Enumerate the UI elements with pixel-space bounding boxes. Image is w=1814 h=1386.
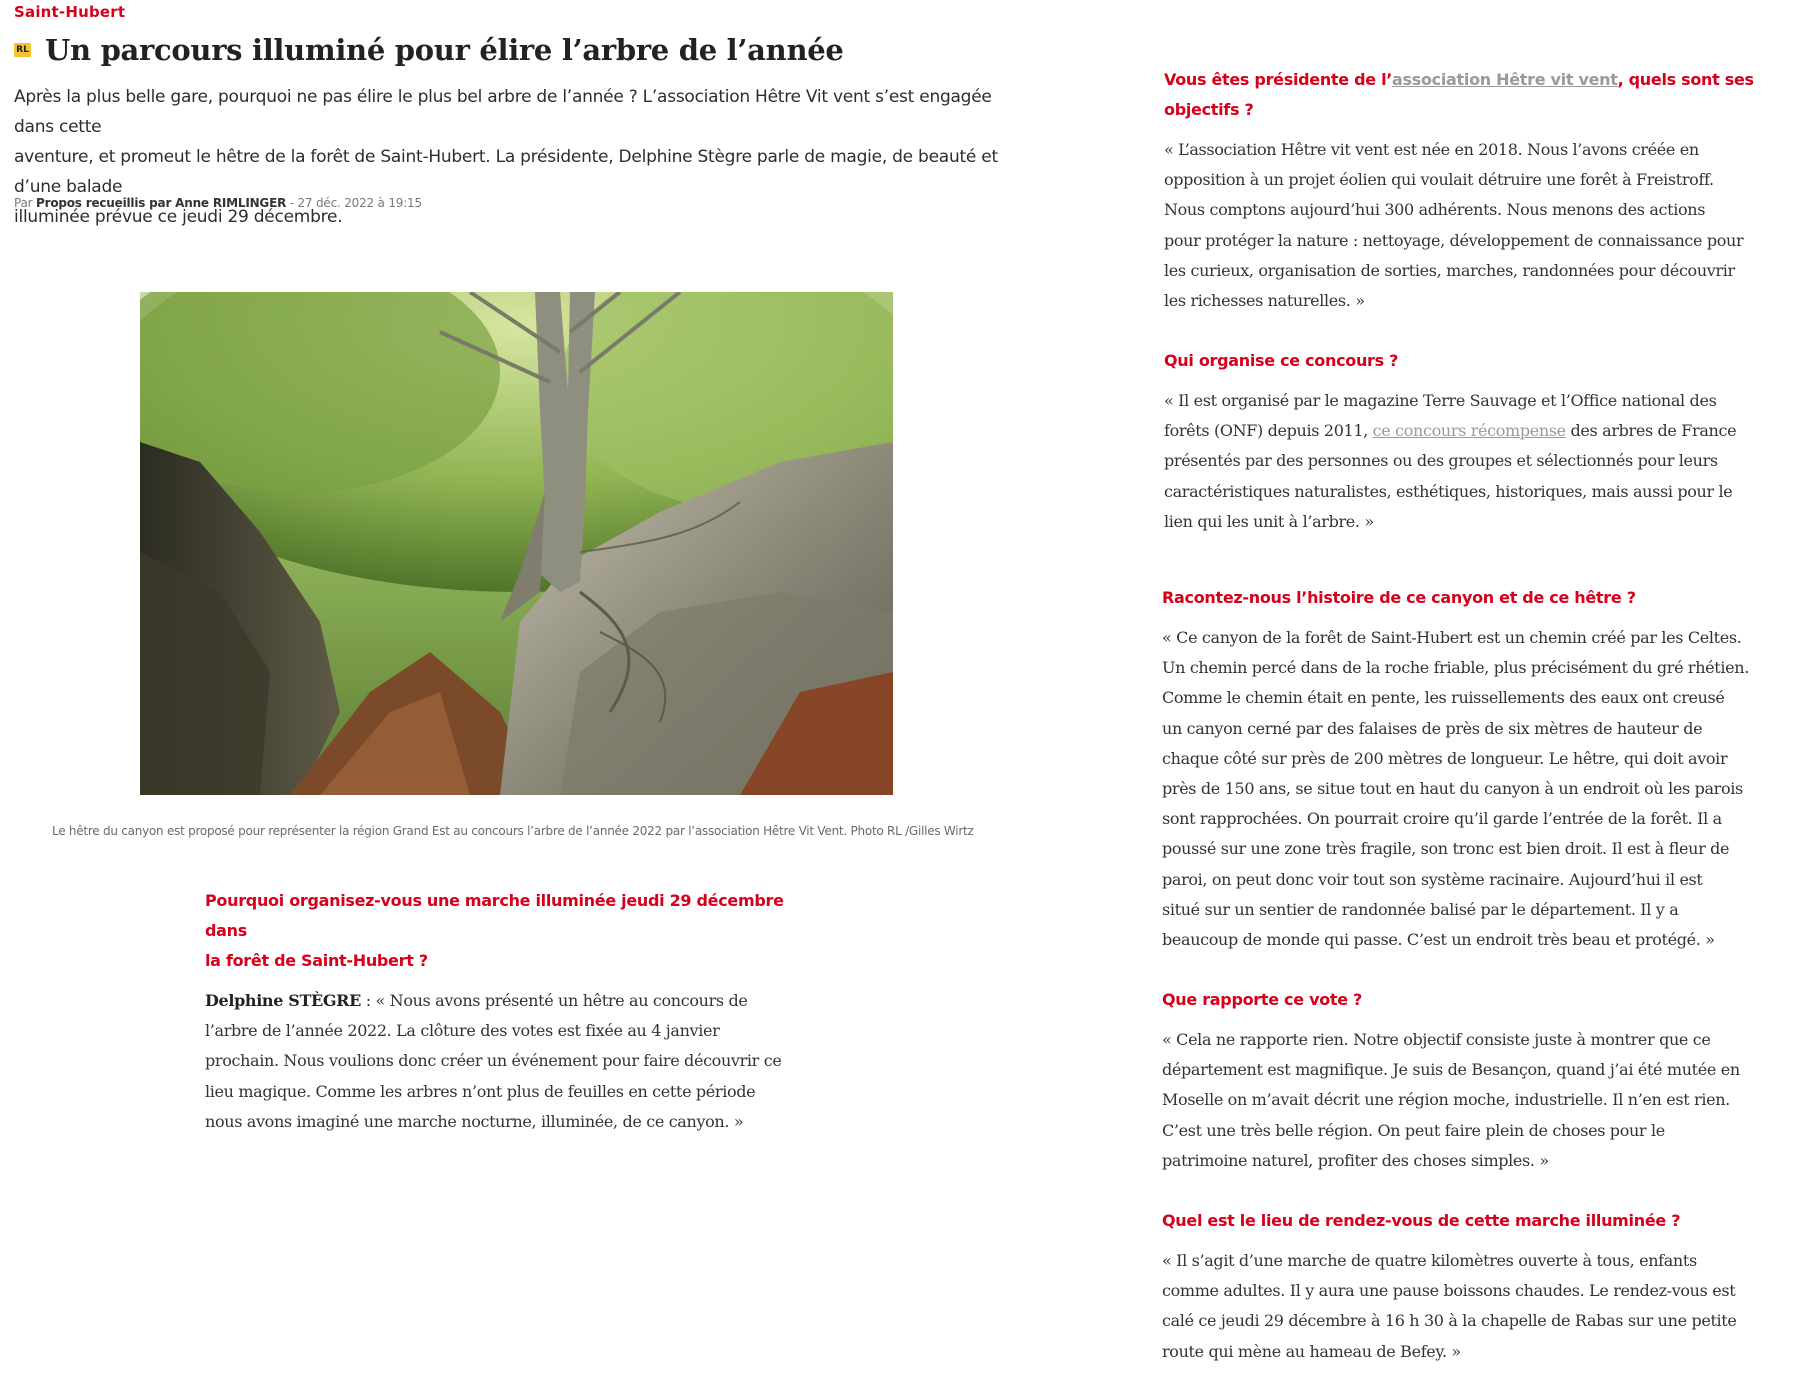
answer-line: comme adultes. Il y aura une pause boissons chaudes. Le rendez-vous est [1162,1281,1736,1301]
question-text: Vous êtes présidente de l’ [1164,70,1393,89]
answer-line: « Cela ne rapporte rien. Notre objectif consiste juste à montrer que ce [1162,1030,1711,1049]
byline-prefix: Par [14,196,33,210]
answer-line: sont rapprochées. On pourrait croire qu’il garde l’entrée de la forêt. Il a [1162,809,1722,829]
question-heading [205,886,805,976]
question-text: , quels sont ses [1617,70,1754,89]
answer-paragraph [205,986,805,1137]
answer-line: présentés par des personnes ou des groupes et sélectionnés pour leurs [1164,451,1718,471]
answer-line: les curieux, organisation de sorties, marches, randonnées pour découvrir [1164,260,1735,280]
answer-paragraph [1164,135,1764,316]
byline-date: - 27 déc. 2022 à 19:15 [289,196,422,210]
intro-line: aventure, et promeut le hêtre de la forêt de Saint-Hubert. La présidente, Delphine Stègre parle de magie, de beauté et d’une balade [14,147,998,197]
answer-line: « L’association Hêtre vit vent est née en 2018. Nous l’avons créée en [1164,140,1699,159]
question-heading: Qui organise ce concours ? [1164,351,1399,370]
answer-text: : « Nous avons présenté un hêtre au concours de [360,991,748,1010]
answer-line: caractéristiques naturalistes, esthétiques, historiques, mais aussi pour le [1164,481,1733,501]
contest-link[interactable]: ce concours récompense [1372,421,1566,441]
title-row [14,33,844,67]
association-link[interactable]: association Hêtre vit vent [1392,70,1618,89]
intro-line: Après la plus belle gare, pourquoi ne pas élire le plus bel arbre de l’année ? L’association Hêtre Vit vent s’est engagée dans cette [14,87,992,137]
photo-caption: Le hêtre du canyon est proposé pour représenter la région Grand Est au concours l’arbre de l’année 2022 par l’association Hêtre Vit Vent. Photo RL /Gilles Wirtz [52,824,974,838]
qa-block-organizer [1164,346,1764,537]
answer-line: Moselle on m’avait décrit une région moche, industrielle. Il n’en est rien. [1162,1090,1730,1110]
rl-badge-icon: RL [14,43,31,57]
question-line: la forêt de Saint-Hubert ? [205,951,428,970]
answer-line: nous avons imaginé une marche nocturne, illuminée, de ce canyon. » [205,1111,744,1131]
qa-left-block [205,886,805,1137]
question-heading: Racontez-nous l’histoire de ce canyon et de ce hêtre ? [1162,588,1636,607]
answer-paragraph [1164,386,1764,537]
answer-line [205,986,805,1016]
question-line [1164,65,1764,95]
answer-line: route qui mène au hameau de Befey. » [1162,1341,1461,1361]
answer-text: des arbres de France [1565,421,1737,441]
answer-line: prochain. Nous voulions donc créer un événement pour faire découvrir ce [205,1051,782,1071]
byline-author: Propos recueillis par Anne RIMLINGER [36,196,287,210]
answer-line: un canyon cerné par des falaises de près de six mètres de hauteur de [1162,718,1703,738]
answer-line: chaque côté sur près de 200 mètres de longueur. Le hêtre, qui doit avoir [1162,748,1728,768]
intro-line: illuminée prévue ce jeudi 29 décembre. [14,207,343,227]
answer-line: l’arbre de l’année 2022. La clôture des votes est fixée au 4 janvier [205,1021,720,1041]
answer-line: « Ce canyon de la forêt de Saint-Hubert est un chemin créé par les Celtes. [1162,628,1742,647]
answer-paragraph [1162,623,1762,955]
answer-line: lieu magique. Comme les arbres n’ont plus de feuilles en cette période [205,1081,756,1101]
article-photo[interactable] [140,292,893,795]
answer-line: poussé sur une zone très fragile, son tronc est bien droit. Il est à fleur de [1162,839,1730,859]
answer-line: près de 150 ans, se situe tout en haut du canyon à un endroit où les parois [1162,779,1743,799]
answer-line: Comme le chemin était en pente, les ruissellements des eaux ont creusé [1162,688,1725,708]
question-heading: Quel est le lieu de rendez-vous de cette marche illuminée ? [1162,1211,1681,1230]
answer-line: « Il s’agit d’une marche de quatre kilomètres ouverte à tous, enfants [1162,1251,1697,1270]
answer-line: situé sur un sentier de randonnée balisé par le département. Il y a [1162,899,1679,919]
question-heading: Que rapporte ce vote ? [1162,990,1363,1009]
answer-paragraph [1162,1246,1762,1367]
answer-line: calé ce jeudi 29 décembre à 16 h 30 à la chapelle de Rabas sur une petite [1162,1311,1737,1331]
answer-line: « Il est organisé par le magazine Terre Sauvage et l’Office national des [1164,391,1717,410]
question-line: objectifs ? [1164,100,1254,119]
question-line: Pourquoi organisez-vous une marche illuminée jeudi 29 décembre dans [205,891,784,940]
qa-block-meeting-point [1162,1206,1762,1367]
answer-text: forêts (ONF) depuis 2011, [1164,421,1373,441]
qa-block-objectives [1164,65,1764,316]
answer-line: patrimoine naturel, profiter des choses simples. » [1162,1150,1549,1170]
answer-line: les richesses naturelles. » [1164,291,1365,311]
answer-line: Nous comptons aujourd’hui 300 adhérents. Nous menons des actions [1164,200,1706,220]
canyon-beech-photo-image [140,292,893,795]
answer-line: opposition à un projet éolien qui voulait détruire une forêt à Freistroff. [1164,170,1714,190]
answer-line [1164,416,1764,446]
answer-line: paroi, on peut donc voir tout son système racinaire. Aujourd’hui il est [1162,869,1703,889]
section-kicker[interactable]: Saint-Hubert [14,3,126,21]
answer-line: Un chemin percé dans de la roche friable, plus précisément du gré rhétien. [1162,658,1749,678]
answer-line: pour protéger la nature : nettoyage, développement de connaissance pour [1164,230,1744,250]
page-title: Un parcours illuminé pour élire l’arbre de l’année [45,33,844,67]
question-heading [1164,65,1764,125]
speaker-name: Delphine STÈGRE [205,991,361,1010]
answer-line: beaucoup de monde qui passe. C’est un endroit très beau et protégé. » [1162,930,1715,950]
answer-line: lien qui les unit à l’arbre. » [1164,511,1374,531]
qa-block-vote [1162,985,1762,1176]
answer-line: C’est une très belle région. On peut faire plein de choses pour le [1162,1120,1665,1140]
answer-paragraph [1162,1025,1762,1176]
byline [14,196,422,210]
answer-line: département est magnifique. Je suis de Besançon, quand j’ai été mutée en [1162,1060,1740,1080]
qa-block-history [1162,583,1762,955]
